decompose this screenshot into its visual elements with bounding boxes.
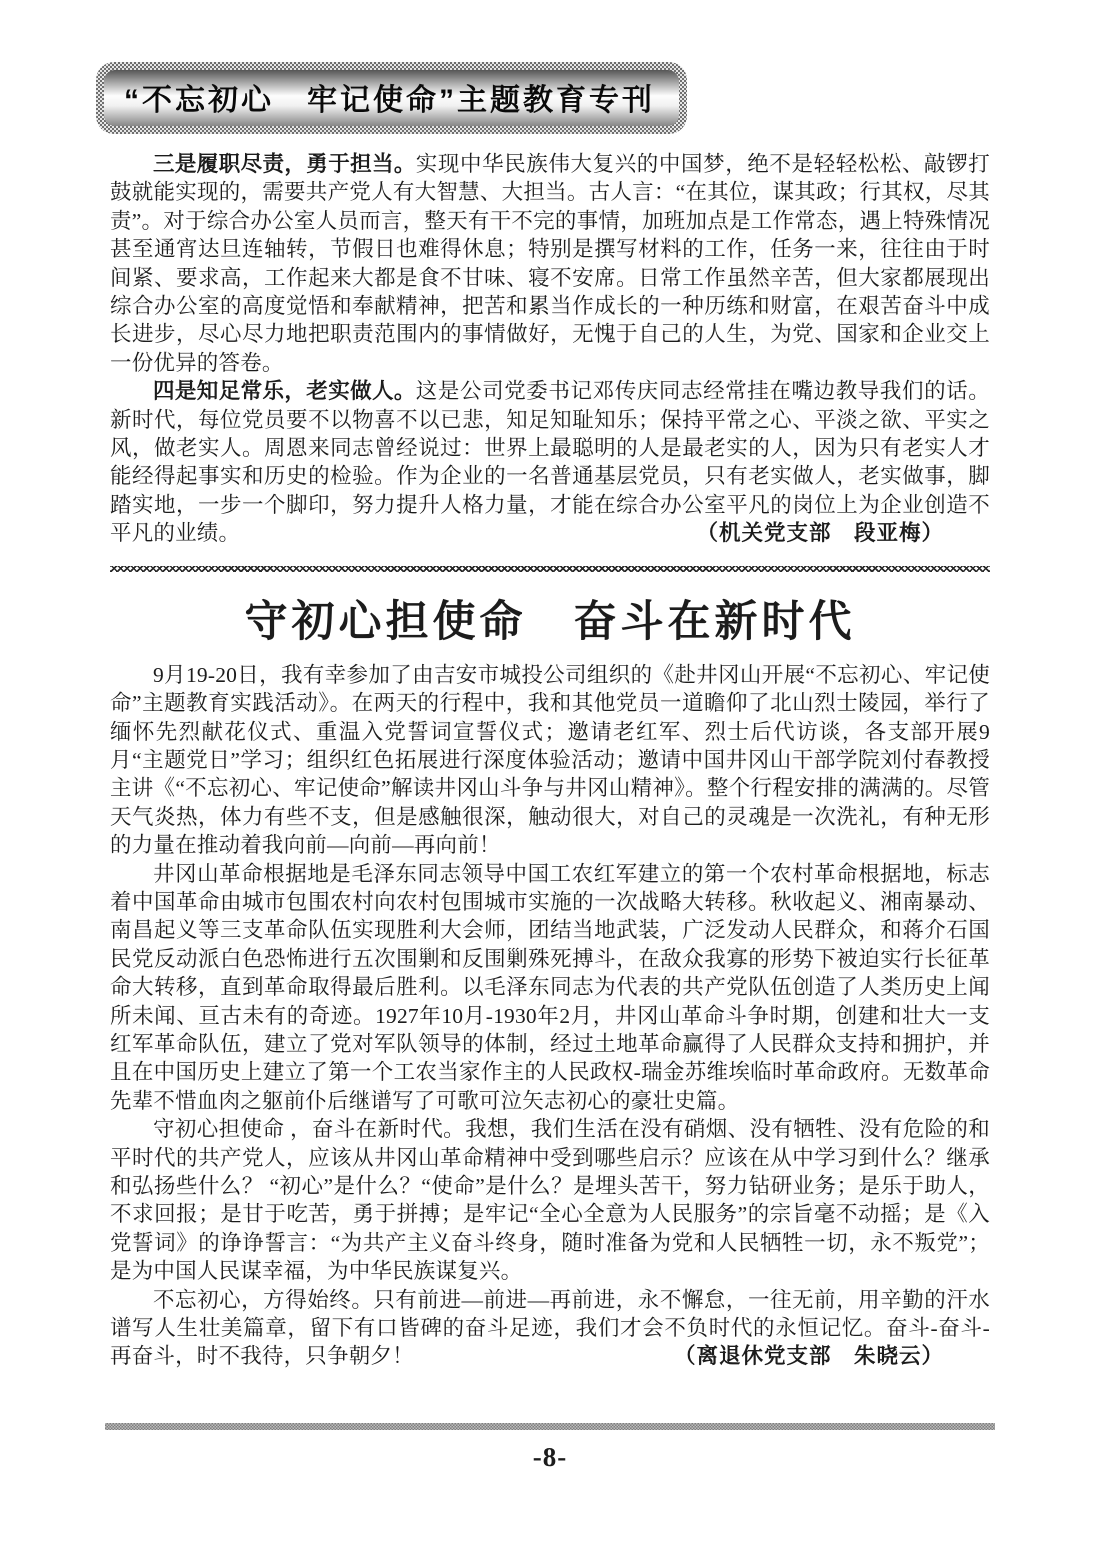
article-2-paragraph-1: 9月19-20日，我有幸参加了由吉安市城投公司组织的《赴井冈山开展“不忘初心、牢记使命”主题教育实践活动》。在两天的行程中，我和其他党员一道瞻仰了北山烈士陵园，举行了缅怀先烈献花仪式、重温入党誓词宣誓仪式；邀请老红军、烈士后代访谈，各支部开展9月“主题党日”学习；组织红色拓展进行深度体验活动；邀请中国井冈山干部学院刘付春教授主讲《“不忘初心、牢记使命”解读井冈山斗争与井冈山精神》。整个行程安排的满满的。尽管天气炎热，体力有些不支，但是感触很深，触动很大，对自己的灵魂是一次洗礼，有种无形的力量在推动着我向前—向前—再向前！: [110, 662, 990, 858]
article-2-paragraph-2: 井冈山革命根据地是毛泽东同志领导中国工农红军建立的第一个农村革命根据地，标志着中国革命由城市包围农村向农村包围城市实施的一次战略大转移。秋收起义、湘南暴动、南昌起义等三支革命队伍实现胜利大会师，团结当地武装，广泛发动人民群众，和蒋介石国民党反动派白色恐怖进行五次围剿和反围剿殊死搏斗，在敌众我寡的形势下被迫实行长征革命大转移，直到革命取得最后胜利。以毛泽东同志为代表的共产党队伍创造了人类历史上闻所未闻、亘古未有的奇迹。1927年10月-1930年2月，井冈山革命斗争时期，创建和壮大一支红军革命队伍，建立了党对军队领导的体制，经过土地革命赢得了人民群众支持和拥护，并且在中国历史上建立了第一个工农当家作主的人民政权-瑞金苏维埃临时革命政府。无数革命先辈不惜血肉之躯前仆后继谱写了可歌可泣矢志初心的豪壮史篇。: [110, 861, 990, 1113]
page-number: -8-: [532, 1441, 568, 1472]
article-2-signature: （离退休党支部 朱晓云）: [673, 1344, 944, 1369]
header-banner: [96, 62, 687, 134]
article-1-paragraph-1-lead: 三是履职尽责，勇于担当。: [153, 152, 416, 176]
article-2-paragraph-3: 守初心担使命 ，奋斗在新时代。我想，我们生活在没有硝烟、没有牺牲、没有危险的和平时代的共产党人，应该从井冈山革命精神中受到哪些启示？应该在从中学习到什么？继承和弘扬些什么？ “初心”是什么？“使命”是什么？是埋头苦干，努力钻研业务；是乐于助人，不求回报；是甘于吃苦，勇于拼搏；是牢记“全心全意为人民服务”的宗旨毫不动摇；是《入党誓词》的诤诤誓言：“为共产主义奋斗终身，随时准备为党和人民牺牲一切，永不叛党”；是为中国人民谋幸福，为中华民族谋复兴。: [110, 1117, 990, 1284]
article-1-paragraph-1-body: 实现中华民族伟大复兴的中国梦，绝不是轻轻松松、敲锣打鼓就能实现的，需要共产党人有大智慧、大担当。古人言：“在其位，谋其政；行其权，尽其责”。对于综合办公室人员而言，整天有干不完的事情，加班加点是工作常态，遇上特殊情况甚至通宵达旦连轴转，节假日也难得休息；特别是撰写材料的工作，任务一来，往往由于时间紧、要求高，工作起来大都是食不甘味、寝不安席。日常工作虽然辛苦，但大家都展现出综合办公室的高度觉悟和奉献精神，把苦和累当作成长的一种历练和财富，在艰苦奋斗中成长进步，尽心尽力地把职责范围内的事情做好，无愧于自己的人生，为党、国家和企业交上一份优异的答卷。: [110, 152, 990, 375]
article-2-paragraph-4: [110, 1286, 990, 1371]
banner-title: “不忘初心 牢记使命”主题教育专刊: [124, 84, 655, 117]
article-1-paragraph-1: [110, 150, 990, 377]
footer-rule: [105, 1423, 995, 1430]
document-page: [110, 0, 990, 1473]
article-1: [110, 150, 990, 548]
article-2-title: 守初心担使命 奋斗在新时代: [244, 598, 856, 646]
article-1-paragraph-2: [110, 377, 990, 547]
article-1-signature: （机关党支部 段亚梅）: [696, 521, 944, 546]
article-divider: [110, 566, 990, 572]
article-2: [110, 588, 990, 1371]
article-1-paragraph-2-body: 这是公司党委书记邓传庆同志经常挂在嘴边教导我们的话。新时代，每位党员要不以物喜不以已悲，知足知耻知乐；保持平常之心、平淡之欲、平实之风，做老实人。周恩来同志曾经说过：世界上最聪明的人是最老实的人，因为只有老实人才能经得起事实和历史的检验。作为企业的一名普通基层党员，只有老实做人，老实做事，脚踏实地，一步一个脚印，努力提升人格力量，才能在综合办公室平凡的岗位上为企业创造不平凡的业绩。: [110, 379, 990, 546]
article-2-paragraph-4-body: 不忘初心，方得始终。只有前进—前进—再前进，永不懈怠，一往无前，用辛勤的汗水谱写人生壮美篇章，留下有口皆碑的奋斗足迹，我们才会不负时代的永恒记忆。奋斗-奋斗-再奋斗，时不我待，只争朝夕！: [110, 1287, 990, 1369]
header-banner-face: [104, 70, 679, 126]
article-1-paragraph-2-lead: 四是知足常乐，老实做人。: [153, 379, 416, 404]
